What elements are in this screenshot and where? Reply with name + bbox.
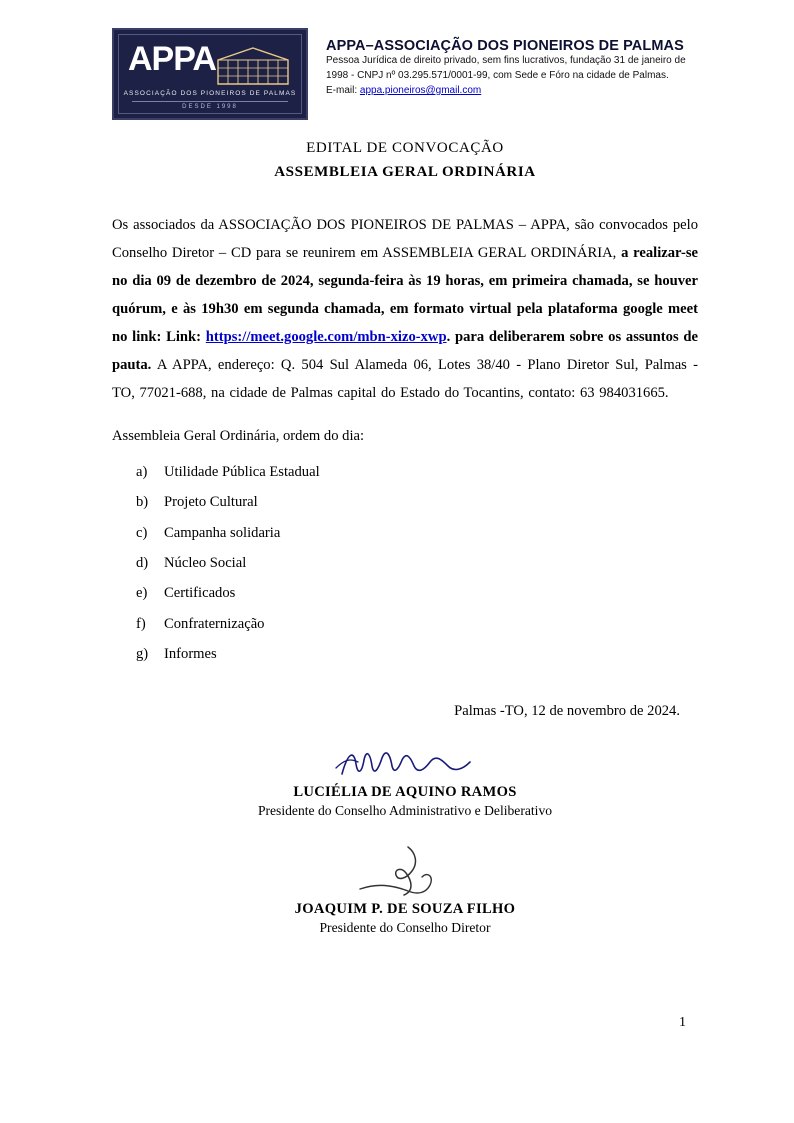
page-number: 1 xyxy=(679,1015,686,1030)
organization-line-1: Pessoa Jurídica de direito privado, sem fins lucrativos, fundação 31 de janeiro de xyxy=(326,55,686,66)
list-marker: f) xyxy=(136,615,146,632)
document-title: EDITAL DE CONVOCAÇÃO xyxy=(306,140,504,156)
agenda-lead: Assembleia Geral Ordinária, ordem do dia: xyxy=(112,428,365,445)
signature-name: LUCIÉLIA DE AQUINO RAMOS xyxy=(293,784,517,801)
appa-logo xyxy=(112,28,308,120)
document-subtitle: ASSEMBLEIA GERAL ORDINÁRIA xyxy=(274,164,536,180)
agenda-list xyxy=(112,457,698,669)
place-and-date: Palmas -TO, 12 de novembro de 2024. xyxy=(454,703,680,720)
organization-email xyxy=(326,84,686,99)
signature-role: Presidente do Conselho Administrativo e Deliberativo xyxy=(257,803,553,819)
list-text: Núcleo Social xyxy=(164,554,247,571)
main-paragraph: Os associados da ASSOCIAÇÃO DOS PIONEIROS DE PALMAS – APPA, são convocados pelo Conselho Diretor – CD para se reunirem em ASSEMBLEIA GERAL ORDINÁRIA, a realizar-se no dia 09 de dezembro de 2024, segunda-feira às 19 horas, em primeira chamada, se houver quórum, e às 19h30 em segunda chamada, em formato virtual pela plataforma google meet no link: Link: https://meet.google.com/mbn-xizo-xwp. para deliberarem sobre os assuntos de pauta. A APPA, endereço: Q. 504 Sul Alameda 06, Lotes 38/40 - Plano Diretor Sul, Palmas - TO, 77021-688, na cidade de Palmas capital do Estado do Tocantins, contato: 63 984031665. xyxy=(112,217,698,402)
list-marker: b) xyxy=(136,494,149,511)
logo-wordmark: APPA xyxy=(128,40,216,78)
list-text: Campanha solidaria xyxy=(164,524,281,541)
list-text: Utilidade Pública Estadual xyxy=(164,463,320,480)
signature-role: Presidente do Conselho Diretor xyxy=(319,920,491,936)
meeting-link[interactable]: https://meet.google.com/mbn-xizo-xwp xyxy=(205,329,447,346)
list-text: Projeto Cultural xyxy=(164,494,258,511)
paragraph-part-3: para deliberarem sobre os assuntos de pauta. xyxy=(112,329,698,374)
signature-name: JOAQUIM P. DE SOUZA FILHO xyxy=(294,901,516,918)
handwritten-signature-icon xyxy=(112,857,698,899)
list-item xyxy=(136,518,698,548)
list-marker: d) xyxy=(136,554,149,571)
paragraph-part-2: a realizar-se no dia 09 de dezembro de 2024, segunda-feira às 19 horas, em primeira chamada, se houver quórum, e às 19h30 em segunda chamada, em formato virtual pela plataforma google meet no link: Link: xyxy=(112,245,698,346)
warehouse-building-icon xyxy=(216,46,290,86)
list-text: Confraternização xyxy=(164,615,265,632)
email-label: E-mail: xyxy=(326,85,358,96)
document-header xyxy=(112,28,698,120)
list-marker: c) xyxy=(136,524,148,541)
list-item xyxy=(136,609,698,639)
logo-since: DESDE 1998 xyxy=(182,104,238,110)
handwritten-signature-icon xyxy=(112,740,698,782)
list-item xyxy=(136,487,698,517)
organization-info xyxy=(326,28,686,99)
organization-line-2: 1998 - CNPJ nº 03.295.571/0001-99, com Sede e Fóro na cidade de Palmas. xyxy=(326,69,669,81)
logo-subtitle: ASSOCIAÇÃO DOS PIONEIROS DE PALMAS xyxy=(123,90,297,97)
list-item xyxy=(136,457,698,487)
paragraph-part-1: Os associados da ASSOCIAÇÃO DOS PIONEIROS DE PALMAS – APPA, são convocados pelo Conselho Diretor – CD para se reunirem em ASSEMBLEIA GERAL ORDINÁRIA, xyxy=(112,217,698,262)
list-marker: e) xyxy=(136,585,148,602)
list-item xyxy=(136,639,698,669)
list-marker: g) xyxy=(136,645,149,662)
email-link[interactable]: appa.pioneiros@gmail.com xyxy=(359,85,482,96)
organization-name: APPA–ASSOCIAÇÃO DOS PIONEIROS DE PALMAS xyxy=(326,38,684,54)
list-text: Certificados xyxy=(164,585,236,602)
signature-block-president-administrative xyxy=(112,740,698,819)
list-item xyxy=(136,548,698,578)
list-marker: a) xyxy=(136,463,148,480)
paragraph-part-4: A APPA, endereço: Q. 504 Sul Alameda 06, Lotes 38/40 - Plano Diretor Sul, Palmas - TO, 77021-688, na cidade de Palmas capital do Estado do Tocantins, contato: 63 984031665. xyxy=(112,357,698,402)
list-item xyxy=(136,578,698,608)
list-text: Informes xyxy=(164,645,217,662)
signature-block-president-director xyxy=(112,857,698,936)
logo-divider xyxy=(132,101,288,102)
